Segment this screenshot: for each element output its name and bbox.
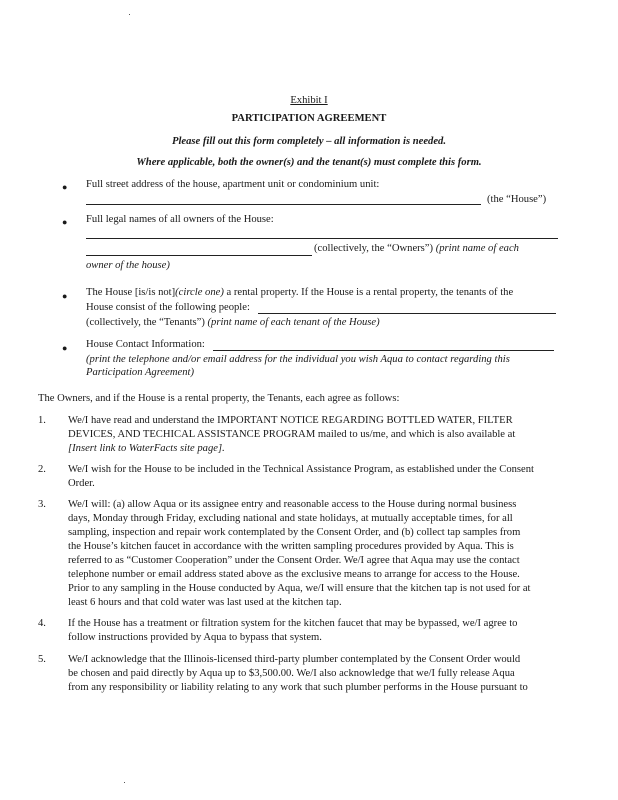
scan-speck [124,782,125,783]
item-5-line-2: be chosen and paid directly by Aqua up to $3,500.00. We/I also acknowledge that we/I fully release Aqua [68,668,515,679]
owners-input-line-1[interactable] [86,238,558,239]
tenants-input-line[interactable] [258,313,556,314]
bullet-icon: ● [62,217,68,227]
bullet-icon: ● [62,343,68,353]
owners-note-b: owner of the house) [86,260,170,271]
exhibit-label [0,94,618,108]
scan-speck [129,14,130,15]
owners-note-a: (print name of each [435,243,519,254]
item-1-line-1: We/I have read and understand the IMPORTANT NOTICE REGARDING BOTTLED WATER, FILTER [68,415,513,426]
item-number: 3. [38,499,46,510]
document-title: PARTICIPATION AGREEMENT [231,113,387,124]
item-number: 1. [38,415,46,426]
bullet-icon: ● [62,182,68,192]
address-input-line[interactable] [86,204,481,205]
tenants-suffix: (collectively, the “Tenants”) [86,317,205,328]
agreement-intro: The Owners, and if the House is a rental property, the Tenants, each agree as follows: [38,393,400,404]
address-suffix: (the “House”) [487,194,547,205]
contact-label: House Contact Information: [86,339,205,350]
rental-text-c: a rental property. If the House is a rental property, the tenants of the [226,287,514,298]
address-label: Full street address of the house, apartment unit or condominium unit: [86,179,380,190]
item-1-link[interactable]: [Insert link to WaterFacts site page]. [68,443,225,454]
item-3-line: the House’s kitchen faucet in accordance with the written sampling procedures provided by Aqua. This is [68,541,514,552]
item-4-line-2: follow instructions provided by Aqua to bypass that system. [68,632,322,643]
owners-label: Full legal names of all owners of the House: [86,214,274,225]
item-number: 4. [38,618,46,629]
rental-line-3 [86,316,380,330]
contact-note-a: (print the telephone and/or email address for the individual you wish Aqua to contact regarding this [86,354,510,365]
rental-line-2: House consist of the following people: [86,302,250,313]
item-2-line-1: We/I wish for the House to be included in the Technical Assistance Program, as established under the Consent [68,464,534,475]
contact-note-b: Participation Agreement) [86,367,194,378]
rental-text-a: The House [is/is not] [86,287,176,298]
tenants-note: (print name of each tenant of the House) [207,317,380,328]
item-5-line-3: from any responsibility or liability relating to any work that such plumber performs in the House pursuant to [68,682,528,693]
rental-circle-one: (circle one) [175,287,224,298]
item-1-line-2: DEVICES, AND TECHICAL ASSISTANCE PROGRAM mailed to us/me, and which is also available at [68,429,516,440]
item-3-line: Prior to any sampling in the House conducted by Aqua, we/I will ensure that the kitchen tap is not used for at [68,583,531,594]
item-4-line-1: If the House has a treatment or filtration system for the kitchen faucet that may be bypassed, we/I agree to [68,618,518,629]
instruction-line-1: Please fill out this form completely – all information is needed. [172,136,446,147]
item-number: 5. [38,654,46,665]
contact-input-line[interactable] [213,350,554,351]
item-3-line: We/I will: (a) allow Aqua or its assignee entry and reasonable access to the House during normal business [68,499,517,510]
item-3-line: days, Monday through Friday, excluding national and state holidays, at mutually acceptable times, for all [68,513,513,524]
exhibit-text: Exhibit I [290,95,328,106]
bullet-icon: ● [62,291,68,301]
item-3-line: referred to as “Customer Cooperation” under the Consent Order. We/I agree that Aqua may use the contact [68,555,520,566]
owners-suffix: (collectively, the “Owners”) [314,243,434,254]
item-5-line-1: We/I acknowledge that the Illinois-licensed third-party plumber contemplated by the Consent Order would [68,654,521,665]
item-3-line: sampling, inspection and repair work contemplated by the Consent Order, and (b) collect tap samples from [68,527,521,538]
rental-line-1 [86,286,513,300]
instruction-line-2: Where applicable, both the owner(s) and the tenant(s) must complete this form. [136,157,482,168]
item-2-line-2: Order. [68,478,95,489]
item-number: 2. [38,464,46,475]
item-3-line: telephone number or email address stated above as the exclusive means to arrange for access to the House. [68,569,520,580]
owners-line [314,242,519,256]
owners-input-line-2[interactable] [86,255,312,256]
item-3-line: least 6 hours and that cold water was last used at the kitchen tap. [68,597,342,608]
